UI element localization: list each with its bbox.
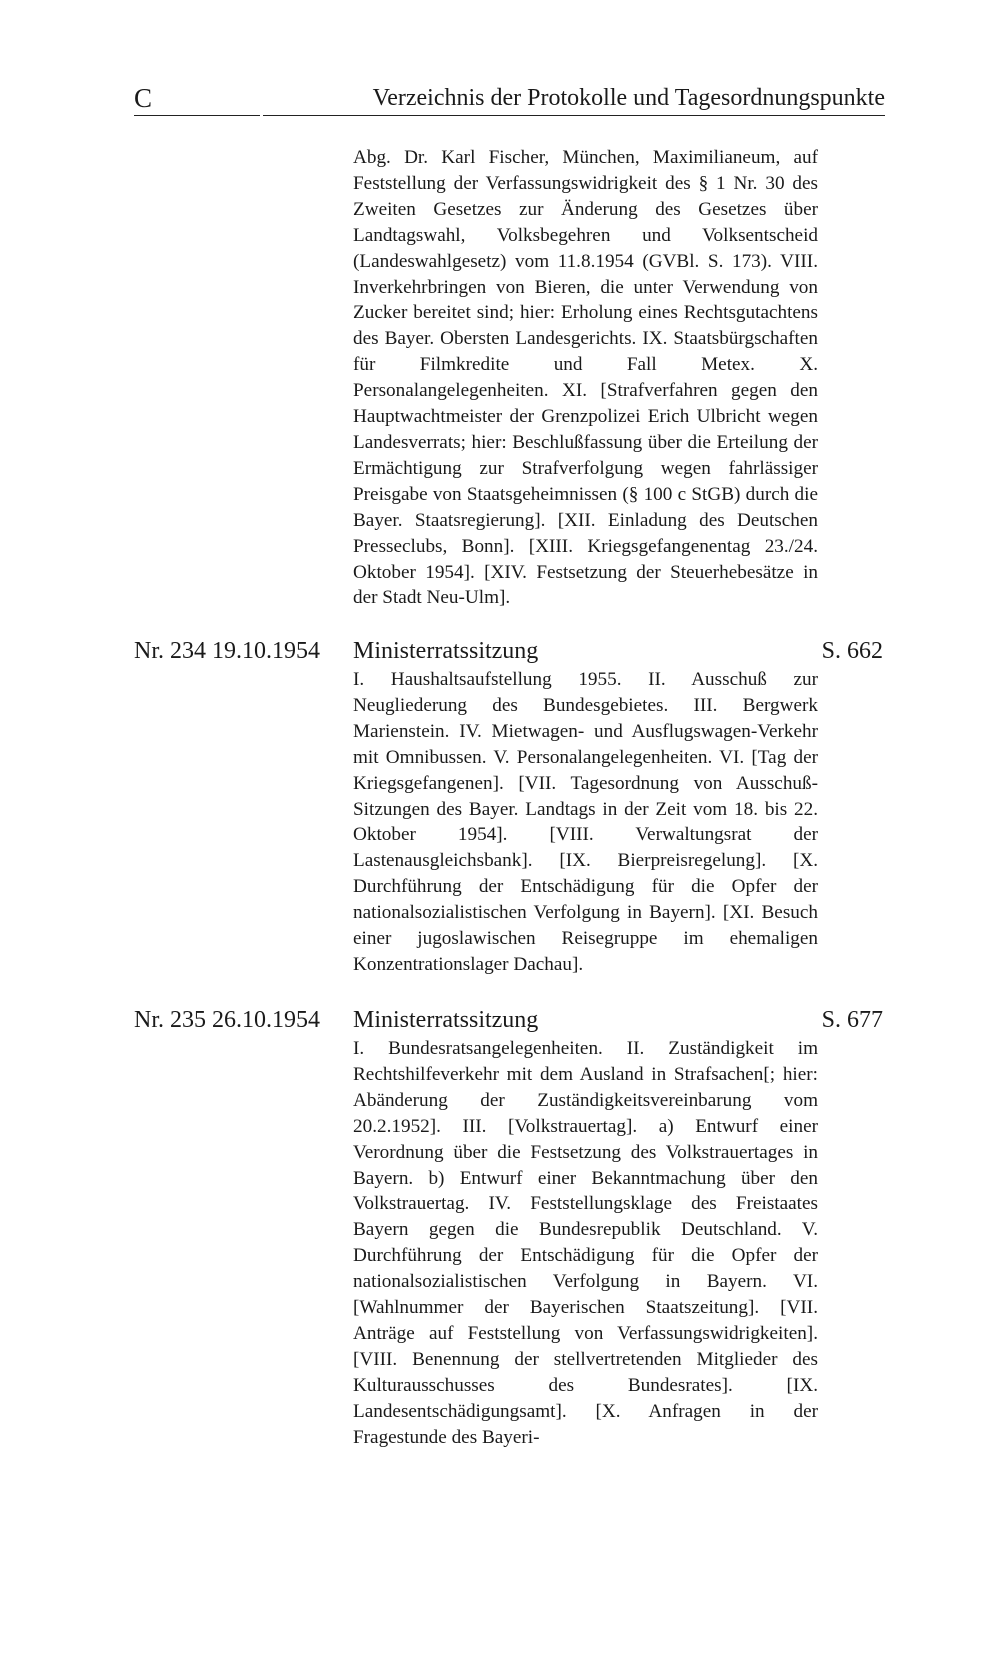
running-title: Verzeichnis der Protokolle und Tagesordnungspunkte [372,85,885,111]
header-rule-right [263,115,885,116]
entry-title: Ministerratssitzung [353,638,539,664]
entry-title: Ministerratssitzung [353,1007,539,1033]
entry-text: I. Haushaltsaufstellung 1955. II. Ausschuß zur Neugliederung des Bundesgebietes. III. Bergwerk Marienstein. IV. Mietwagen- und Ausflugswagen-Verkehr mit Omnibussen. V. Personalangelegenheiten. VI. [Tag der Kriegsgefangenen]. [VII. Tagesordnung von Ausschuß-Sitzungen des Bayer. Landtags in der Zeit vom 18. bis 22. Oktober 1954]. [VIII. Verwaltungsrat der Lastenausgleichsbank]. [IX. Bierpreisregelung]. [X. Durchführung der Entschädigung für die Opfer der nationalsozialistischen Verfolgung in Bayern]. [XI. Besuch einer jugoslawischen Reisegruppe im ehemaligen Konzentrationslager Dachau]. [353,669,818,975]
entry-page: S. 677 [821,1007,883,1033]
section-letter: C [134,83,153,113]
header-rule-left [134,115,260,116]
entry-text: I. Bundesratsangelegenheiten. II. Zuständigkeit im Rechtshilfeverkehr mit dem Ausland in Strafsachen[; hier: Abänderung der Zuständigkeitsvereinbarung vom 20.2.1952]. III. [Volkstrauertag]. a) Entwurf einer Verordnung über die Festsetzung des Volkstrauertages in Bayern. b) Entwurf einer Bekanntmachung über den Volkstrauertag. IV. Feststellungsklage des Freistaates Bayern gegen die Bundesrepublik Deutschland. V. Durchführung der Entschädigung für die Opfer der nationalsozialistischen Verfolgung in Bayern. VI. [Wahlnummer der Bayerischen Staatszeitung]. [VII. Anträge auf Feststellung von Verfassungswidrigkeiten]. [VIII. Benennung der stellvertretenden Mitglieder des Kulturausschusses des Bundesrates]. [IX. Landesentschädigungsamt]. [X. Anfragen in der Fragestunde des Bayeri- [353,1038,818,1448]
running-header [134,80,885,116]
entry-page: S. 662 [821,638,883,664]
continuation-text: Abg. Dr. Karl Fischer, München, Maximilianeum, auf Feststellung der Verfassungswidrigkeit des § 1 Nr. 30 des Zweiten Gesetzes zur Änderung des Gesetzes über Landtagswahl, Volksbegehren und Volksentscheid (Landeswahlgesetz) vom 11.8.1954 (GVBl. S. 173). VIII. Inverkehrbringen von Bieren, die unter Verwendung von Zucker bereitet sind; hier: Erholung eines Rechtsgutachtens des Bayer. Obersten Landesgerichts. IX. Staatsbürgschaften für Filmkredite und Fall Metex. X. Personalangelegenheiten. XI. [Strafverfahren gegen den Hauptwachtmeister der Grenzpolizei Erich Ulbricht wegen Landesverrats; hier: Beschlußfassung über die Erteilung der Ermächtigung zur Strafverfolgung wegen fahrlässiger Preisgabe von Staatsgeheimnissen (§ 100 c StGB) durch die Bayer. Staatsregierung]. [XII. Einladung des Deutschen Presseclubs, Bonn]. [XIII. Kriegsgefangenentag 23./24. Oktober 1954]. [XIV. Festsetzung der Steuerhebesätze in der Stadt Neu-Ulm]. [353,147,818,609]
entry-number: Nr. 235 26.10.1954 [134,1007,320,1033]
entry-number: Nr. 234 19.10.1954 [134,638,320,664]
